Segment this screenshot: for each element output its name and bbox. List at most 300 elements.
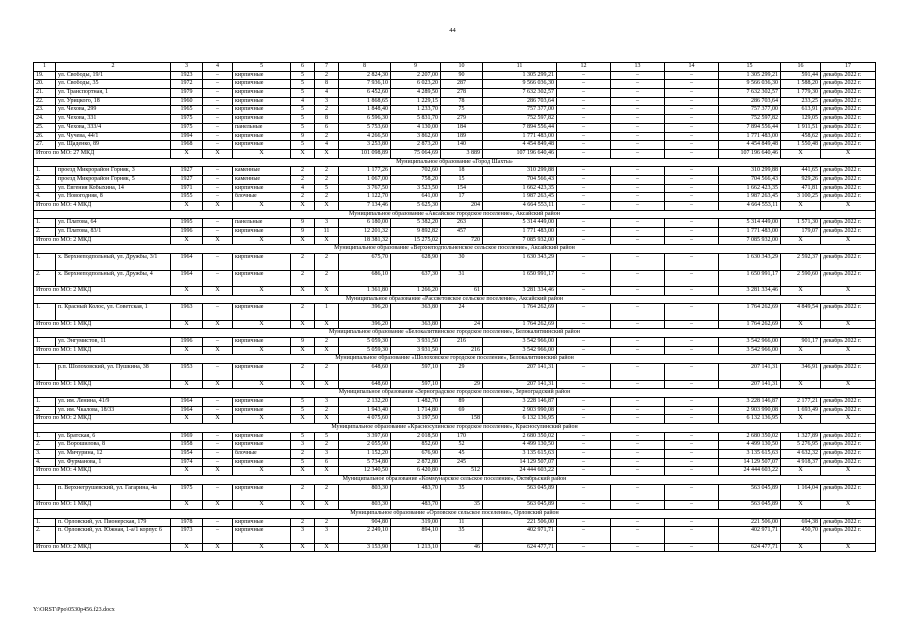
data-cell: 2	[315, 484, 339, 500]
column-number-cell: 16	[781, 63, 821, 72]
data-cell: 9	[291, 219, 315, 228]
subtotal-cell: X	[291, 415, 315, 424]
building-row	[34, 167, 876, 176]
data-cell: –	[557, 106, 611, 115]
subtotal-cell: 1 764 262,69	[483, 320, 557, 329]
subtotal-cell: X	[203, 149, 233, 158]
data-cell: панельные	[233, 219, 291, 228]
subtotal-row	[34, 320, 876, 329]
address-cell: ул. Братская, 6	[56, 432, 171, 441]
data-cell: 2 132,20	[339, 397, 391, 406]
subtotal-cell: X	[203, 236, 233, 245]
data-cell: кирпичные	[233, 338, 291, 347]
data-cell: 1 152,20	[339, 450, 391, 459]
subtotal-row	[34, 149, 876, 158]
building-row	[34, 132, 876, 141]
data-cell: 3 767,50	[339, 184, 391, 193]
address-cell: проезд Микрорайон Горняк, 3	[56, 167, 171, 176]
data-cell: 1953	[171, 364, 203, 380]
data-cell: 5 753,60	[339, 123, 391, 132]
subtotal-cell: 1 266,20	[391, 286, 441, 295]
data-cell: 1996	[171, 228, 203, 237]
subtotal-cell: X	[203, 380, 233, 389]
data-cell: –	[557, 80, 611, 89]
column-number-cell: 17	[821, 63, 876, 72]
address-cell: ул. Новогодняя, 8	[56, 193, 171, 202]
subtotal-cell: –	[557, 202, 611, 211]
column-number-cell: 15	[719, 63, 781, 72]
subtotal-cell: X	[781, 286, 821, 295]
subtotal-cell: 158	[441, 415, 483, 424]
data-cell: –	[611, 484, 665, 500]
data-cell: –	[203, 219, 233, 228]
data-cell: 450,70	[781, 527, 821, 543]
address-cell: ул. Фурманова, 1	[56, 458, 171, 467]
data-cell: 4 454 849,48	[719, 141, 781, 150]
data-cell: декабрь 2022 г.	[821, 441, 876, 450]
data-cell: 2	[315, 167, 339, 176]
data-cell: –	[665, 441, 719, 450]
data-cell: 1927	[171, 175, 203, 184]
data-cell: 9 892,82	[391, 228, 441, 237]
data-cell: декабрь 2022 г.	[821, 484, 876, 500]
subtotal-cell: 4 664 553,11	[719, 202, 781, 211]
data-cell: 1 771 483,00	[719, 228, 781, 237]
data-cell: 1 327,89	[781, 432, 821, 441]
municipality-section-row	[34, 476, 876, 485]
column-number-cell: 11	[483, 63, 557, 72]
data-cell: 675,70	[339, 254, 391, 270]
subtotal-cell: 3 889	[441, 149, 483, 158]
building-row	[34, 338, 876, 347]
data-cell: панельные	[233, 123, 291, 132]
data-cell: 2	[315, 441, 339, 450]
data-cell: 396,20	[339, 304, 391, 320]
subtotal-cell: X	[315, 202, 339, 211]
data-cell: –	[557, 175, 611, 184]
data-cell: 1 588,20	[781, 80, 821, 89]
subtotal-cell: X	[171, 543, 203, 552]
row-number: 3.	[34, 184, 56, 193]
subtotal-label: Итого по МО: 2 МКД	[34, 415, 171, 424]
data-cell: 2 872,80	[391, 458, 441, 467]
data-cell: 3	[315, 97, 339, 106]
data-cell: 5	[291, 458, 315, 467]
data-cell: 803,30	[339, 484, 391, 500]
data-cell: 278	[441, 89, 483, 98]
data-cell: 12 201,32	[339, 228, 391, 237]
data-cell: 2	[291, 175, 315, 184]
data-cell: –	[203, 141, 233, 150]
data-cell: –	[557, 484, 611, 500]
data-cell: 1 305 299,21	[719, 71, 781, 80]
data-cell: декабрь 2022 г.	[821, 458, 876, 467]
subtotal-cell: 46	[441, 543, 483, 552]
address-cell: ул. им. Чкалова, 18/33	[56, 406, 171, 415]
subtotal-row	[34, 202, 876, 211]
subtotal-cell: X	[171, 501, 203, 510]
subtotal-cell: X	[291, 346, 315, 355]
data-cell: 702,60	[391, 167, 441, 176]
subtotal-cell: –	[665, 501, 719, 510]
subtotal-cell: 4 075,60	[339, 415, 391, 424]
data-cell: кирпичные	[233, 527, 291, 543]
data-cell: –	[665, 527, 719, 543]
subtotal-cell: X	[291, 467, 315, 476]
subtotal-cell: –	[557, 467, 611, 476]
data-cell: 1 630 343,29	[719, 254, 781, 270]
subtotal-cell: –	[611, 149, 665, 158]
subtotal-cell: X	[315, 543, 339, 552]
row-number: 1.	[34, 304, 56, 320]
subtotal-cell: –	[665, 380, 719, 389]
municipality-title: Муниципальное образование «Шолоховское городское поселение», Белокалитвинский район	[34, 355, 876, 364]
data-cell: –	[203, 97, 233, 106]
column-number-cell: 2	[56, 63, 171, 72]
data-cell: –	[557, 89, 611, 98]
row-number: 22.	[34, 97, 56, 106]
row-number: 2.	[34, 406, 56, 415]
subtotal-cell: X	[233, 149, 291, 158]
data-cell: –	[203, 175, 233, 184]
subtotal-cell: X	[781, 149, 821, 158]
data-cell: 286 703,64	[483, 97, 557, 106]
subtotal-cell: 75 064,69	[391, 149, 441, 158]
subtotal-cell: X	[781, 202, 821, 211]
data-cell: 3 542 966,00	[483, 338, 557, 347]
municipality-section-row	[34, 423, 876, 432]
data-cell: 2 207,00	[391, 71, 441, 80]
subtotal-cell: X	[203, 467, 233, 476]
data-cell: –	[557, 450, 611, 459]
data-cell: –	[611, 132, 665, 141]
subtotal-cell: X	[171, 286, 203, 295]
data-cell: 1975	[171, 123, 203, 132]
data-cell: 1 779,30	[781, 89, 821, 98]
data-cell: декабрь 2022 г.	[821, 71, 876, 80]
subtotal-cell: 207 141,31	[483, 380, 557, 389]
data-cell: каменные	[233, 167, 291, 176]
data-cell: –	[611, 167, 665, 176]
subtotal-cell: X	[781, 415, 821, 424]
data-cell: 4	[291, 184, 315, 193]
data-cell: 310 299,88	[719, 167, 781, 176]
data-cell: 35	[441, 527, 483, 543]
data-cell: 1971	[171, 184, 203, 193]
data-cell: –	[665, 304, 719, 320]
building-row	[34, 406, 876, 415]
data-cell: 7 632 302,57	[483, 89, 557, 98]
address-cell: проезд Микрорайон Горняк, 5	[56, 175, 171, 184]
data-cell: –	[611, 518, 665, 527]
data-cell: –	[557, 406, 611, 415]
data-cell: 4 289,50	[391, 89, 441, 98]
data-cell: –	[203, 193, 233, 202]
data-cell: 2	[291, 167, 315, 176]
row-number: 21.	[34, 89, 56, 98]
municipality-title: Муниципальное образование «Белокалитвинское городское поселение», Белокалитвинский район	[34, 329, 876, 338]
data-cell: 1996	[171, 338, 203, 347]
data-cell: кирпичные	[233, 228, 291, 237]
data-cell: 2	[291, 484, 315, 500]
data-cell: 3 862,60	[391, 132, 441, 141]
data-cell: 2 824,30	[339, 71, 391, 80]
subtotal-cell: X	[315, 415, 339, 424]
data-cell: –	[557, 184, 611, 193]
data-cell: 1 771 483,00	[483, 228, 557, 237]
building-row	[34, 518, 876, 527]
subtotal-cell: –	[611, 346, 665, 355]
building-row	[34, 89, 876, 98]
data-cell: 2	[291, 254, 315, 270]
subtotal-cell: –	[557, 415, 611, 424]
data-cell: 3 253,80	[339, 141, 391, 150]
data-cell: 901,17	[781, 338, 821, 347]
row-number: 2.	[34, 175, 56, 184]
subtotal-cell: 624 477,71	[719, 543, 781, 552]
row-number: 2.	[34, 441, 56, 450]
subtotal-row	[34, 415, 876, 424]
column-number-cell: 8	[339, 63, 391, 72]
data-cell: –	[557, 458, 611, 467]
data-cell: 3	[315, 527, 339, 543]
subtotal-cell: 7 134,46	[339, 202, 391, 211]
data-cell: декабрь 2022 г.	[821, 175, 876, 184]
column-number-cell: 5	[233, 63, 291, 72]
address-cell: п. Орловский, ул. Южная, 1-а/1 корпус 6	[56, 527, 171, 543]
data-cell: 279	[441, 115, 483, 124]
subtotal-cell: –	[557, 380, 611, 389]
subtotal-cell: 3 542 966,00	[483, 346, 557, 355]
building-row	[34, 141, 876, 150]
data-cell: 189	[441, 132, 483, 141]
subtotal-cell: 483,70	[391, 501, 441, 510]
data-cell: 2	[291, 518, 315, 527]
data-cell: 7 894 556,44	[483, 123, 557, 132]
data-cell: 458,62	[781, 132, 821, 141]
subtotal-cell: 35	[441, 501, 483, 510]
subtotal-cell: X	[291, 286, 315, 295]
data-cell: 2 680 350,02	[483, 432, 557, 441]
row-number: 1.	[34, 167, 56, 176]
row-number: 1.	[34, 484, 56, 500]
municipality-title: Муниципальное образование «Зерноградское городское поселение», Зерноградский район	[34, 389, 876, 398]
subtotal-cell: X	[291, 236, 315, 245]
data-cell: 4 130,00	[391, 123, 441, 132]
data-cell: –	[665, 406, 719, 415]
data-cell: 1978	[171, 518, 203, 527]
data-cell: 287	[441, 80, 483, 89]
subtotal-cell: 18 381,32	[339, 236, 391, 245]
data-cell: кирпичные	[233, 89, 291, 98]
address-cell: ул. Урицкого, 18	[56, 97, 171, 106]
data-cell: 3	[291, 527, 315, 543]
building-row	[34, 458, 876, 467]
data-cell: кирпичные	[233, 441, 291, 450]
subtotal-cell: X	[171, 320, 203, 329]
data-cell: 852,60	[391, 441, 441, 450]
data-cell: 1 848,40	[339, 106, 391, 115]
data-cell: 2	[315, 193, 339, 202]
data-cell: кирпичные	[233, 97, 291, 106]
data-cell: 17	[441, 193, 483, 202]
subtotal-cell: 61	[441, 286, 483, 295]
data-cell: 1 305 299,21	[483, 71, 557, 80]
subtotal-cell: –	[665, 346, 719, 355]
data-cell: 7 632 302,57	[719, 89, 781, 98]
data-cell: 15	[441, 175, 483, 184]
data-cell: кирпичные	[233, 458, 291, 467]
data-cell: –	[557, 338, 611, 347]
data-cell: 597,10	[391, 364, 441, 380]
column-number-cell: 10	[441, 63, 483, 72]
subtotal-cell: 1 361,80	[339, 286, 391, 295]
row-number: 1.	[34, 338, 56, 347]
data-cell: 2	[315, 106, 339, 115]
data-cell: –	[611, 97, 665, 106]
subtotal-cell: 3 281 334,46	[483, 286, 557, 295]
building-row	[34, 80, 876, 89]
building-row	[34, 123, 876, 132]
data-cell: –	[665, 270, 719, 286]
data-cell: –	[203, 106, 233, 115]
building-row	[34, 450, 876, 459]
column-number-cell: 14	[665, 63, 719, 72]
subtotal-cell: X	[315, 346, 339, 355]
subtotal-cell: X	[315, 467, 339, 476]
subtotal-cell: –	[611, 202, 665, 211]
data-cell: 2	[315, 254, 339, 270]
building-row	[34, 71, 876, 80]
subtotal-cell: –	[611, 320, 665, 329]
data-cell: 1975	[171, 115, 203, 124]
row-number: 3.	[34, 450, 56, 459]
column-number-cell: 6	[291, 63, 315, 72]
address-cell: х. Верхнеподпольный, ул. Дружбы, 4	[56, 270, 171, 286]
subtotal-cell: 363,80	[391, 320, 441, 329]
data-cell: 1 571,30	[781, 219, 821, 228]
subtotal-cell: X	[821, 236, 876, 245]
data-cell: 5	[315, 432, 339, 441]
data-cell: 3 931,50	[391, 338, 441, 347]
data-cell: –	[611, 80, 665, 89]
subtotal-cell: 101 098,89	[339, 149, 391, 158]
data-cell: декабрь 2022 г.	[821, 123, 876, 132]
row-number: 1.	[34, 219, 56, 228]
subtotal-cell: –	[665, 467, 719, 476]
subtotal-cell: –	[557, 346, 611, 355]
data-cell: –	[611, 106, 665, 115]
row-number: 23.	[34, 106, 56, 115]
data-cell: декабрь 2022 г.	[821, 80, 876, 89]
data-cell: декабрь 2022 г.	[821, 450, 876, 459]
subtotal-cell: X	[171, 149, 203, 158]
subtotal-cell: 396,20	[339, 320, 391, 329]
data-cell: –	[611, 338, 665, 347]
address-cell: ул. Свободы, 19/1	[56, 71, 171, 80]
subtotal-row	[34, 286, 876, 295]
row-number: 2.	[34, 228, 56, 237]
data-cell: 6 180,00	[339, 219, 391, 228]
building-row	[34, 193, 876, 202]
data-cell: 154	[441, 184, 483, 193]
subtotal-cell: X	[291, 543, 315, 552]
data-cell: 2	[291, 304, 315, 320]
subtotal-cell: 1 213,10	[391, 543, 441, 552]
subtotal-cell: 107 196 640,46	[719, 149, 781, 158]
subtotal-cell: X	[203, 320, 233, 329]
data-cell: 5	[315, 184, 339, 193]
subtotal-cell: X	[171, 346, 203, 355]
building-row	[34, 432, 876, 441]
row-number: 27.	[34, 141, 56, 150]
subtotal-cell: 512	[441, 467, 483, 476]
data-cell: 1 630 343,29	[483, 254, 557, 270]
data-cell: –	[611, 71, 665, 80]
data-cell: 1 714,80	[391, 406, 441, 415]
data-cell: 221 506,00	[483, 518, 557, 527]
data-cell: 2 018,50	[391, 432, 441, 441]
municipality-title: Муниципальное образование «Город Шахты»	[34, 158, 876, 167]
data-cell: 4 632,32	[781, 450, 821, 459]
row-number: 1.	[34, 397, 56, 406]
data-cell: 2	[315, 132, 339, 141]
data-cell: 757 377,00	[719, 106, 781, 115]
data-cell: –	[665, 106, 719, 115]
data-cell: декабрь 2022 г.	[821, 527, 876, 543]
subtotal-cell: X	[203, 286, 233, 295]
data-cell: кирпичные	[233, 71, 291, 80]
building-row	[34, 441, 876, 450]
data-cell: 402 971,71	[483, 527, 557, 543]
subtotal-cell: 720	[441, 236, 483, 245]
row-number: 19.	[34, 71, 56, 80]
data-cell: 6	[315, 123, 339, 132]
data-cell: –	[203, 406, 233, 415]
subtotal-cell: X	[781, 543, 821, 552]
address-cell: ул. Ворошилова, 8	[56, 441, 171, 450]
subtotal-cell: 3 931,50	[391, 346, 441, 355]
data-cell: 45	[441, 450, 483, 459]
data-cell: 1965	[171, 106, 203, 115]
address-cell: ул. Платова, 64	[56, 219, 171, 228]
data-cell: 170	[441, 432, 483, 441]
subtotal-cell: 1 764 262,69	[719, 320, 781, 329]
data-cell: –	[203, 167, 233, 176]
row-number: 2.	[34, 270, 56, 286]
data-cell: –	[611, 193, 665, 202]
data-cell: 207 141,31	[483, 364, 557, 380]
data-cell: декабрь 2022 г.	[821, 167, 876, 176]
data-cell: декабрь 2022 г.	[821, 89, 876, 98]
data-cell: 929,26	[781, 175, 821, 184]
subtotal-cell: X	[821, 320, 876, 329]
subtotal-cell: X	[291, 320, 315, 329]
building-row	[34, 484, 876, 500]
data-cell: –	[665, 518, 719, 527]
data-cell: 752 597,82	[483, 115, 557, 124]
data-cell: 2 249,10	[339, 527, 391, 543]
subtotal-cell: 216	[441, 346, 483, 355]
data-cell: кирпичные	[233, 254, 291, 270]
data-cell: –	[203, 338, 233, 347]
subtotal-cell: X	[781, 346, 821, 355]
data-cell: –	[611, 450, 665, 459]
data-cell: 3 228 146,87	[483, 397, 557, 406]
data-cell: 641,00	[391, 193, 441, 202]
data-cell: 4 849,54	[781, 304, 821, 320]
data-cell: кирпичные	[233, 518, 291, 527]
